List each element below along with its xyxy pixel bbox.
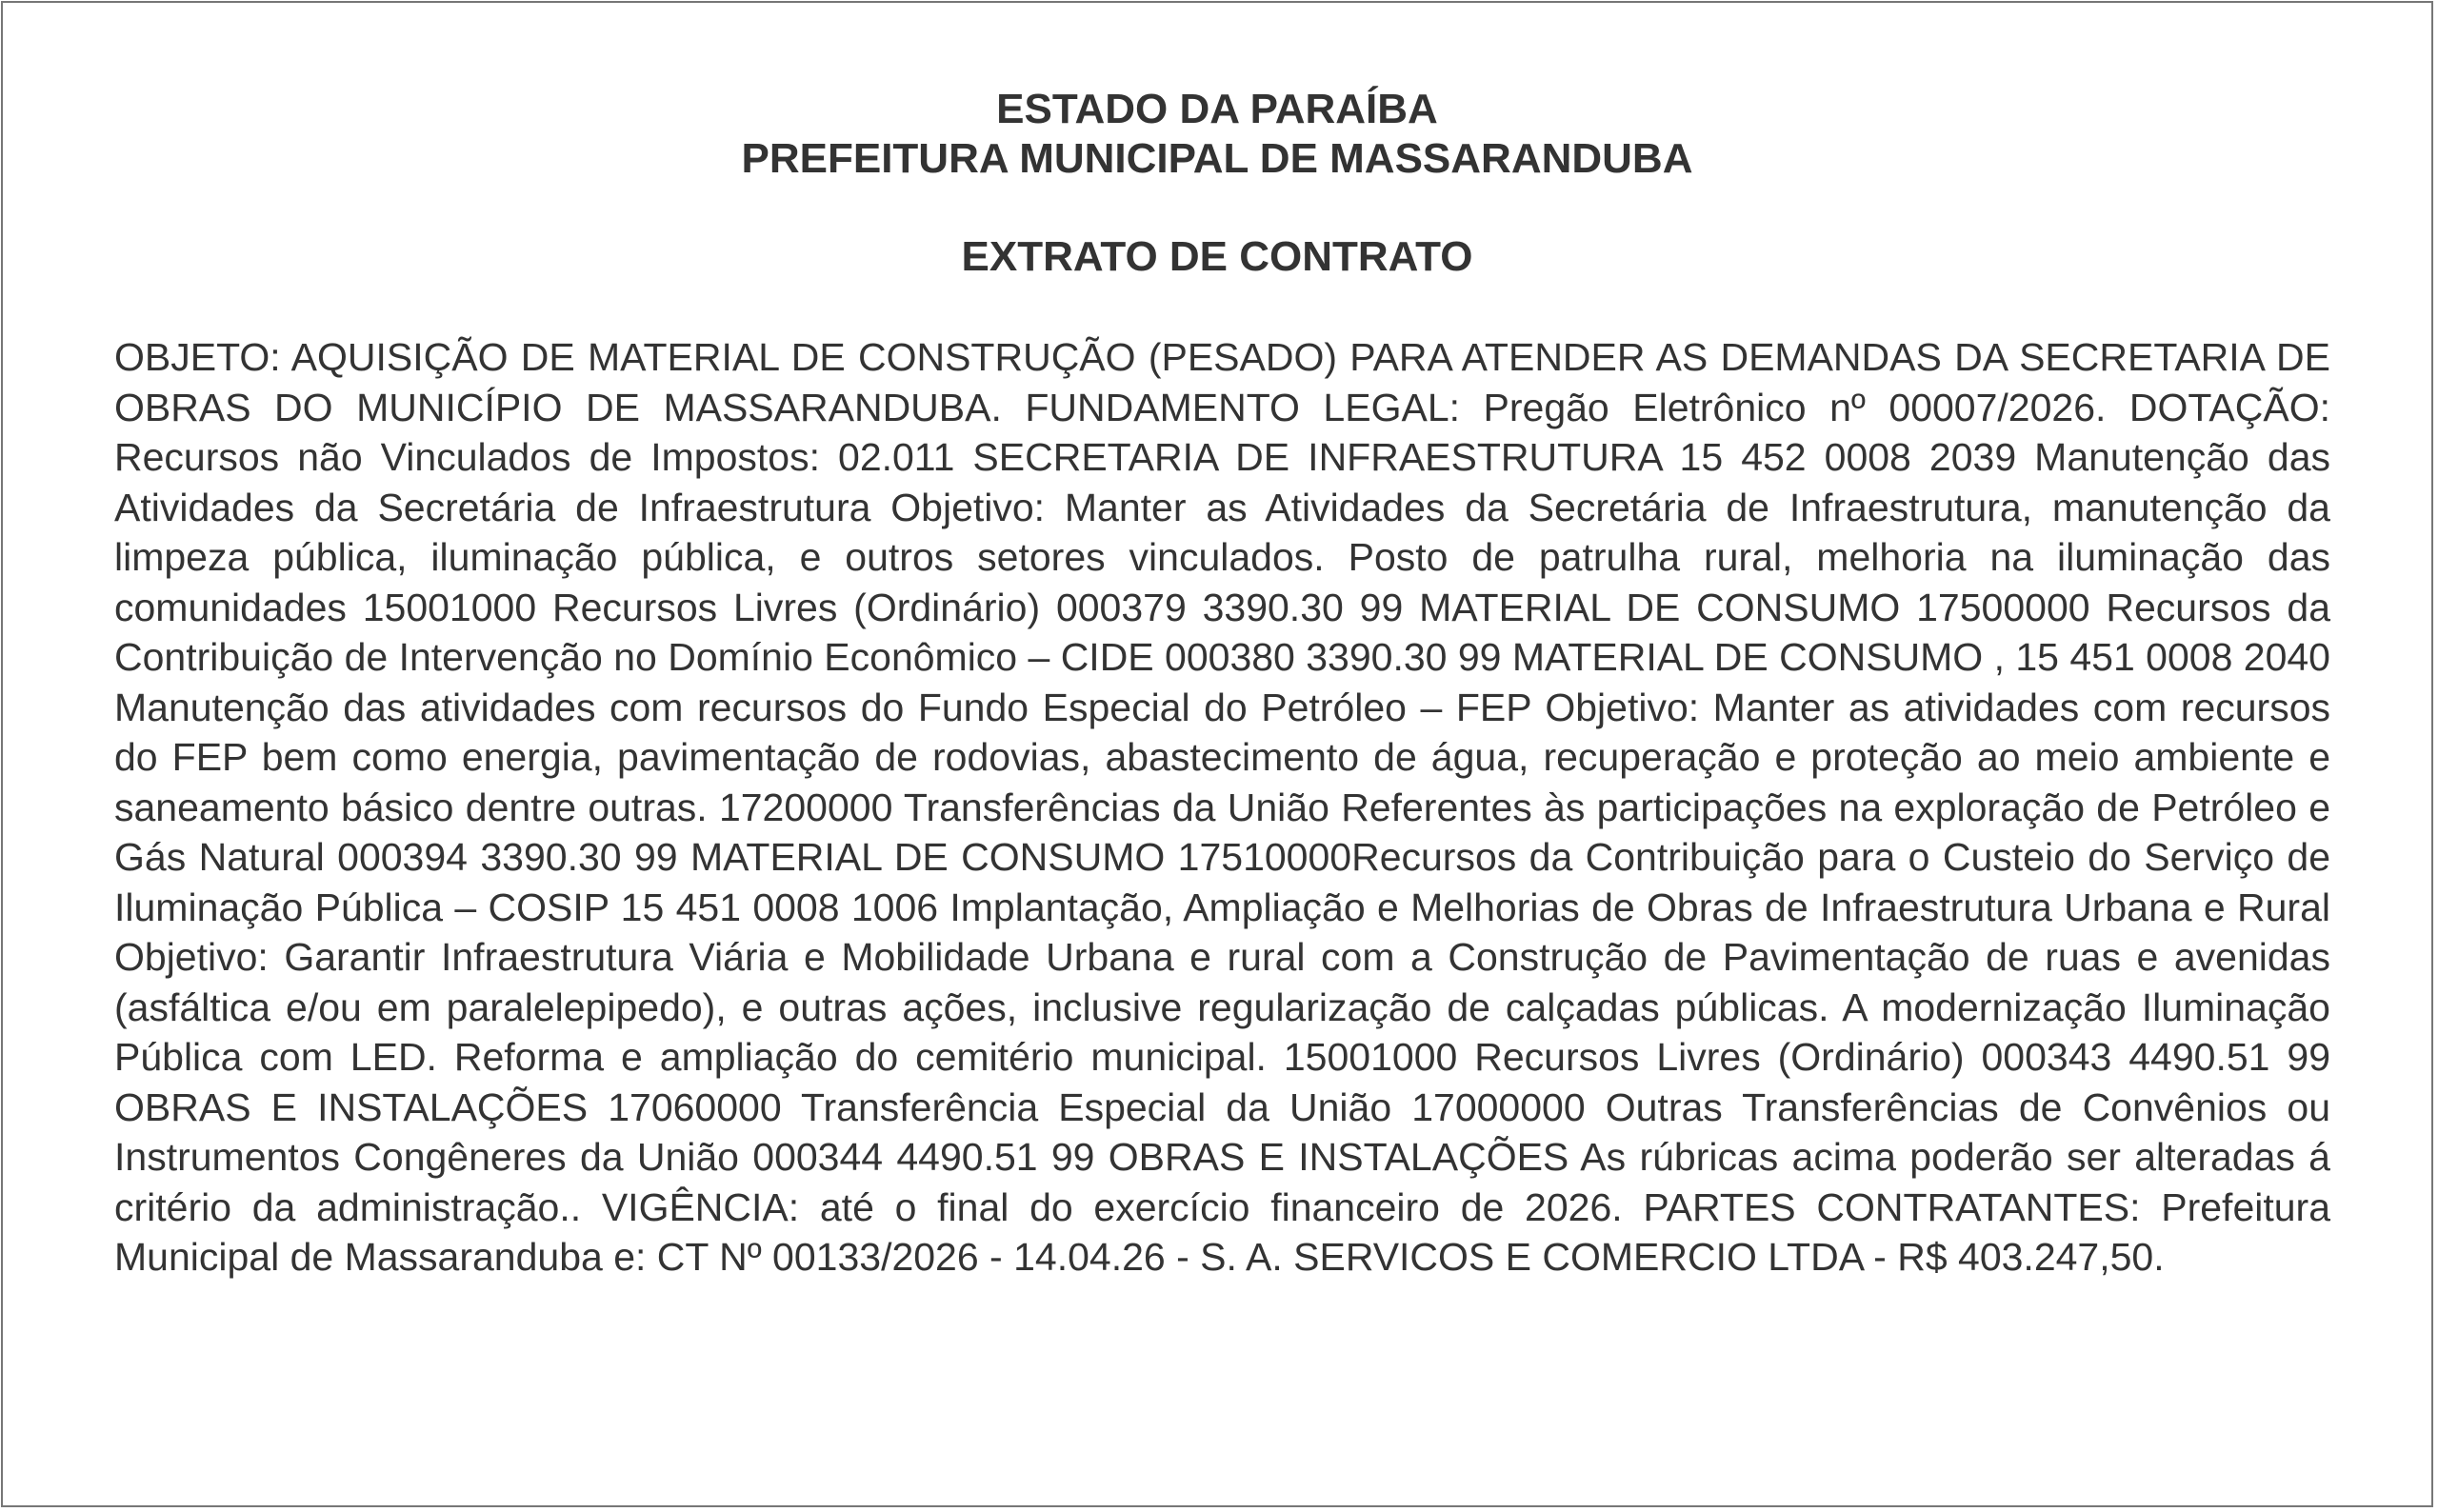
document-header bbox=[3, 85, 2431, 184]
state-name: ESTADO DA PARAÍBA bbox=[996, 86, 1438, 132]
municipality-name: PREFEITURA MUNICIPAL DE MASSARANDUBA bbox=[741, 135, 1693, 182]
document-frame bbox=[1, 1, 2433, 1507]
document-title: EXTRATO DE CONTRATO bbox=[961, 233, 1473, 280]
contract-extract-body: OBJETO: AQUISIÇÃO DE MATERIAL DE CONSTRUÇÃO (PESADO) PARA ATENDER AS DEMANDAS DA SECRETARIA DE OBRAS DO MUNICÍPIO DE MASSARANDUBA. FUNDAMENTO LEGAL: Pregão Eletrônico nº 00007/2026. DOTAÇÃO: Recursos não Vinculados de Impostos: 02.011 SECRETARIA DE INFRAESTRUTURA 15 452 0008 2039 Manutenção das Atividades da Secretária de Infraestrutura Objetivo: Manter as Atividades da Secretária de Infraestrutura, manutenção da limpeza pública, iluminação pública, e outros setores vinculados. Posto de patrulha rural, melhoria na iluminação das comunidades 15001000 Recursos Livres (Ordinário) 000379 3390.30 99 MATERIAL DE CONSUMO 17500000 Recursos da Contribuição de Intervenção no Domínio Econômico – CIDE 000380 3390.30 99 MATERIAL DE CONSUMO , 15 451 0008 2040 Manutenção das atividades com recursos do Fundo Especial do Petróleo – FEP Objetivo: Manter as atividades com recursos do FEP bem como energia, pavimentação de rodovias, abastecimento de água, recuperação e proteção ao meio ambiente e saneamento básico dentre outras. 17200000 Transferências da União Referentes às participações na exploração de Petróleo e Gás Natural 000394 3390.30 99 MATERIAL DE CONSUMO 17510000Recursos da Contribuição para o Custeio do Serviço de Iluminação Pública – COSIP 15 451 0008 1006 Implantação, Ampliação e Melhorias de Obras de Infraestrutura Urbana e Rural Objetivo: Garantir Infraestrutura Viária e Mobilidade Urbana e rural com a Construção de Pavimentação de ruas e avenidas (asfáltica e/ou em paralelepipedo), e outras ações, inclusive regularização de calçadas públicas. A modernização Iluminação Pública com LED. Reforma e ampliação do cemitério municipal. 15001000 Recursos Livres (Ordinário) 000343 4490.51 99 OBRAS E INSTALAÇÕES 17060000 Transferência Especial da União 17000000 Outras Transferências de Convênios ou Instrumentos Congêneres da União 000344 4490.51 99 OBRAS E INSTALAÇÕES As rúbricas acima poderão ser alteradas á critério da administração.. VIGÊNCIA: até o final do exercício financeiro de 2026. PARTES CONTRATANTES: Prefeitura Municipal de Massaranduba e: CT Nº 00133/2026 - 14.04.26 - S. A. SERVICOS E COMERCIO LTDA - R$ 403.247,50. bbox=[114, 335, 2330, 1279]
